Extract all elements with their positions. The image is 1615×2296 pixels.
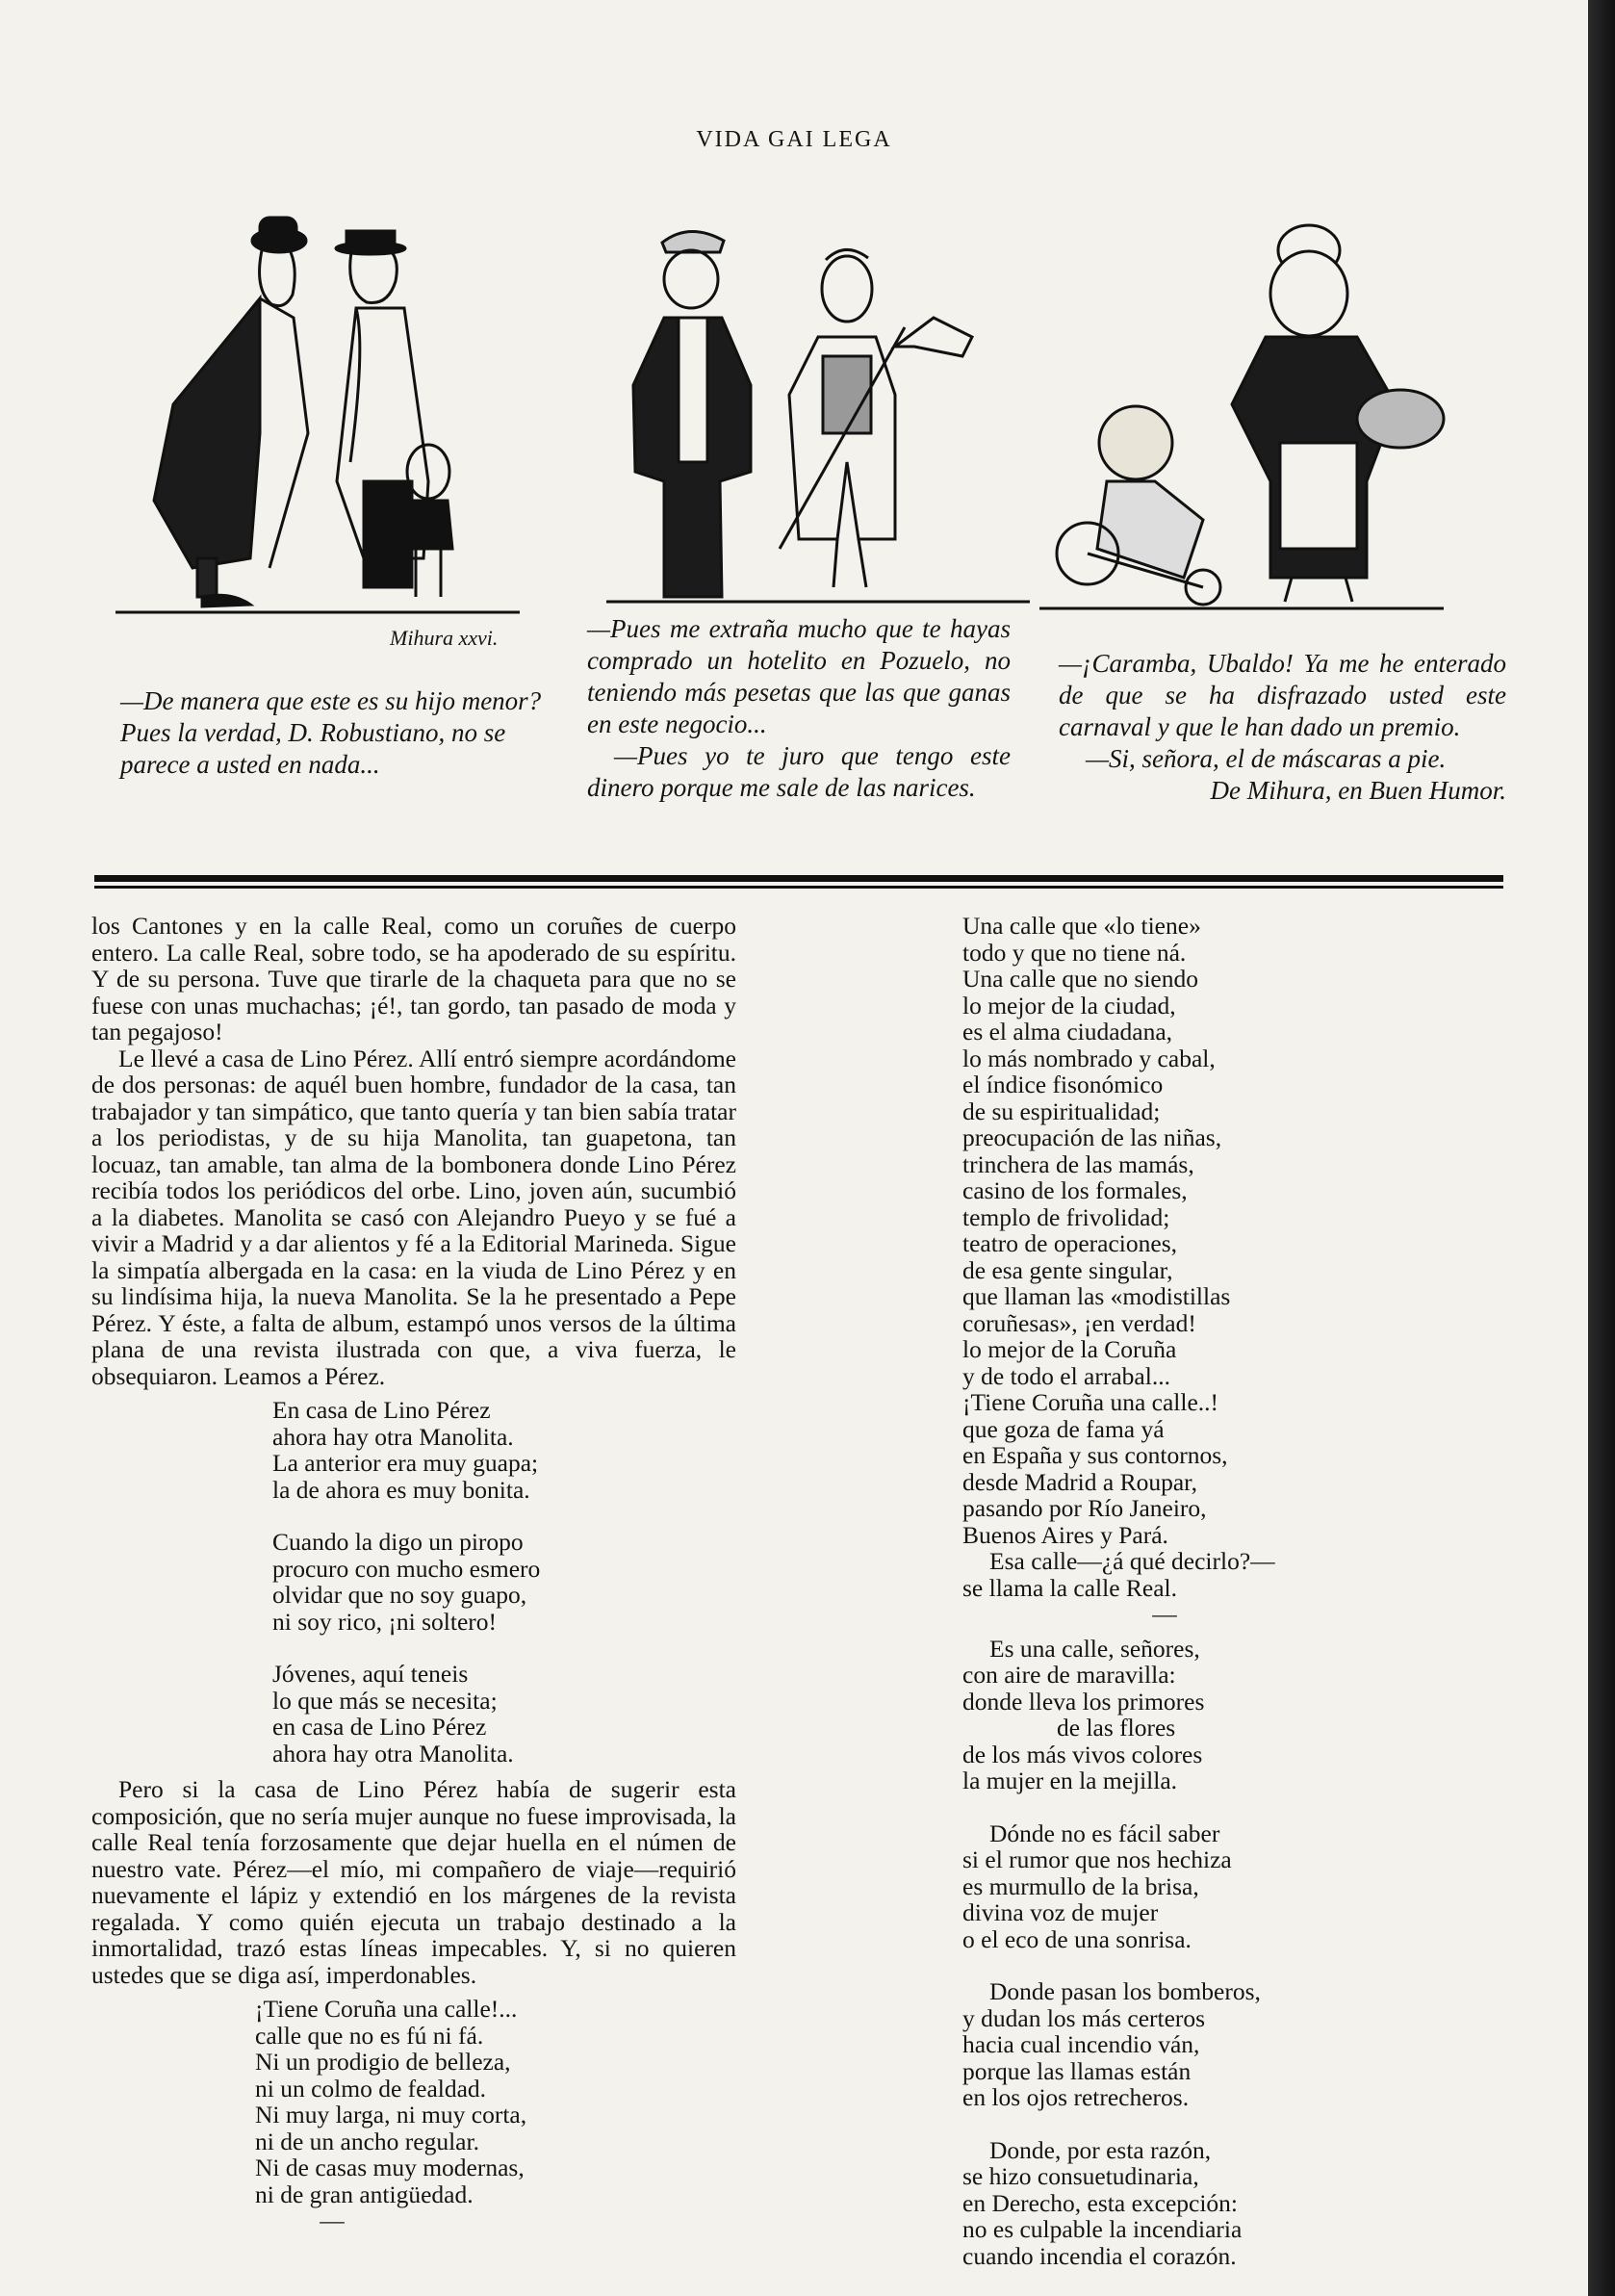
poem-calle-real-1 <box>255 1996 736 2207</box>
stanza <box>272 1529 736 1635</box>
poem-line: preocupación de las niñas, <box>962 1123 1222 1151</box>
cartoon-illustration-3 <box>1039 193 1482 616</box>
caption-text: —De manera que este es su hijo menor? Pues la verdad, D. Robustiano, no se parece a usted en nada... <box>120 686 542 779</box>
running-head: VIDA GAI LEGA <box>696 127 892 152</box>
poem-line: divina voz de mujer <box>962 1898 1159 1926</box>
poem-line: el índice fisonómico <box>962 1071 1164 1098</box>
divider-rule-bottom <box>94 886 1503 889</box>
section-dash: — <box>320 2206 345 2234</box>
caption-credit: De Mihura, en Buen Humor. <box>1210 776 1506 805</box>
poem-line: que goza de fama yá <box>962 1414 1165 1443</box>
divider-rule-top <box>94 875 1503 882</box>
poem-line: Una calle que «lo tiene» <box>962 912 1201 940</box>
poem-line: ni un colmo de fealdad. <box>255 2074 487 2103</box>
poem-line: ni de un ancho regular. <box>255 2127 479 2155</box>
cartoon-caption-1 <box>120 685 544 781</box>
poem-line: en España y sus contornos, <box>962 1441 1228 1469</box>
poem-line: lo mejor de la ciudad, <box>962 991 1176 1019</box>
poem-line: en Derecho, esta excepción: <box>962 2188 1239 2217</box>
poem-line: coruñesas», ¡en verdad! <box>962 1308 1196 1337</box>
cartoon-illustration-1 <box>115 193 539 616</box>
stanza <box>272 1661 736 1767</box>
poem-line: de los más vivos colores <box>962 1740 1203 1768</box>
poem-line: calle que no es fú ni fá. <box>255 2021 484 2050</box>
poem-line: en casa de Lino Pérez <box>272 1713 487 1741</box>
poem-line: ahora hay otra Manolita. <box>272 1739 514 1767</box>
poem-line: ¡Tiene Coruña una calle!... <box>255 1995 518 2023</box>
poem-line: ni de gran antigüedad. <box>255 2180 474 2208</box>
poem-line: Ni muy larga, ni muy corta, <box>255 2101 527 2128</box>
poem-line: Es una calle, señores, <box>989 1634 1200 1663</box>
poem-line: que llaman las «modistillas <box>962 1282 1231 1310</box>
poem-line: ¡Tiene Coruña una calle..! <box>962 1388 1219 1416</box>
cartoon-illustration-2 <box>606 193 1030 606</box>
poem-line: teatro de operaciones, <box>962 1229 1178 1257</box>
poem-line: Cuando la digo un piropo <box>272 1528 524 1556</box>
poem-line: la de ahora es muy bonita. <box>272 1475 530 1504</box>
poem-line: se hizo consuetudinaria, <box>962 2162 1199 2190</box>
poem-line: la mujer en la mejilla. <box>962 1767 1178 1794</box>
poem-line: donde lleva los primores <box>962 1687 1205 1716</box>
poem-line: casino de los formales, <box>962 1176 1188 1204</box>
poem-line: se llama la calle Real. <box>962 1573 1178 1602</box>
paragraph: Le llevé a casa de Lino Pérez. Allí entró siempre acordándome de dos personas: de aquél buen hombre, fundador de la casa, tan trabajador y tan simpático, que tanto quería y tan bien sabía tratar a los periodistas, y de su hija Manolita, tan guapetona, tan locuaz, tan amable, tan alma de la bombonera donde Lino Pérez recibía todos los periódicos del orbe. Lino, joven aún, sucumbió a la diabetes. Manolita se casó con Alejandro Pueyo y se fué a vivir a Madrid y a dar alientos y fé a la Editorial Marineda. Sigue la simpatía albergada en la casa: en la viuda de Lino Pérez y en su lindísima hija, la nueva Manolita. Se la he presentado a Pepe Pérez. Y éste, a falta de album, estampó unos versos de la última plana de una revista ilustrada con que, a viva fuerza, le obsequiaron. Leamos a Pérez. <box>91 1044 736 1390</box>
paragraph: Pero si la casa de Lino Pérez había de sugerir esta composición, que no sería mujer aunque no fuese improvisada, la calle Real tenía forzosamente que dejar huella en el númen de nuestro vate. Pérez—el mío, mi compañero de viaje—requirió nuevamente el lápiz y extendió en los márgenes de la revista regalada. Y como quién ejecuta un trabajo destinado a la inmortalidad, trazó estas líneas impecables. Y, si no quieren ustedes que se diga así, imperdonables. <box>91 1775 736 1989</box>
poem-line: Buenos Aires y Pará. <box>962 1520 1168 1549</box>
poem-line: de las flores <box>1057 1714 1176 1741</box>
poem-line: o el eco de una sonrisa. <box>962 1924 1192 1953</box>
poem-line: olvidar que no soy guapo, <box>272 1581 527 1609</box>
poem-line: Ni de casas muy modernas, <box>255 2154 525 2181</box>
caption-line: —Pues yo te juro que tengo este dinero porque me sale de las narices. <box>587 741 1011 802</box>
caption-line: —¡Caramba, Ubaldo! Ya me he enterado de que se ha disfrazado usted este carnaval y que le han dado un premio. <box>1059 649 1506 741</box>
section-dash: — <box>1152 1600 1177 1628</box>
cartoon-signature: Mihura xxvi. <box>390 626 499 650</box>
poem-line: desde Madrid a Roupar, <box>962 1467 1197 1496</box>
poem-line: es el alma ciudadana, <box>962 1018 1173 1045</box>
poem-line: lo que más se necesita; <box>272 1686 498 1715</box>
poem-line: no es culpable la incendiaria <box>962 2215 1243 2243</box>
poem-line: porque las llamas están <box>962 2056 1192 2085</box>
poem-line: templo de frivolidad; <box>962 1202 1170 1231</box>
poem-line: En casa de Lino Pérez <box>272 1396 491 1424</box>
poem-calle-real-2 <box>962 913 1386 1601</box>
poem-line: Dónde no es fácil saber <box>989 1819 1220 1847</box>
page-edge <box>1588 0 1615 2296</box>
poem-line: lo más nombrado y cabal, <box>962 1044 1216 1072</box>
poem-line: si el rumor que nos hechiza <box>962 1845 1232 1873</box>
cartoon-caption-2 <box>587 613 1011 804</box>
poem-line: de esa gente singular, <box>962 1255 1173 1284</box>
right-column <box>962 913 1386 2269</box>
stanza <box>272 1397 736 1503</box>
poem-line: Donde, por esta razón, <box>989 2135 1212 2164</box>
poem-line: lo mejor de la Coruña <box>962 1335 1177 1363</box>
stanza <box>962 1978 1386 2111</box>
poem-line: La anterior era muy guapa; <box>272 1449 539 1477</box>
caption-line: —Si, señora, el de máscaras a pie. <box>1086 744 1447 773</box>
poem-line: trinchera de las mamás, <box>962 1149 1194 1178</box>
poem-line: ni soy rico, ¡ni soltero! <box>272 1607 497 1636</box>
poem-line: ahora hay otra Manolita. <box>272 1422 514 1451</box>
poem-line: Donde pasan los bomberos, <box>989 1977 1261 2005</box>
poem-line: en los ojos retrecheros. <box>962 2083 1190 2111</box>
paragraph: los Cantones y en la calle Real, como un coruñes de cuerpo entero. La calle Real, sobre todo, se ha apoderado de su espíritu. Y de su persona. Tuve que tirarle de la chaqueta para que no se fuese con unas muchachas; ¡é!, tan gordo, tan pasado de moda y tan pegajoso! <box>91 912 736 1045</box>
poem-line: hacia cual incendio ván, <box>962 2030 1200 2058</box>
poem-line: es murmullo de la brisa, <box>962 1871 1199 1900</box>
poem-line: de su espiritualidad; <box>962 1096 1161 1125</box>
poem-line: Jóvenes, aquí teneis <box>272 1660 469 1688</box>
stanza <box>962 1636 1386 1794</box>
poem-manolita <box>272 1397 736 1767</box>
poem-line: procuro con mucho esmero <box>272 1554 541 1583</box>
poem-line: con aire de maravilla: <box>962 1661 1176 1689</box>
cartoon-caption-3 <box>1059 648 1506 807</box>
poem-line: y dudan los más certeros <box>962 2003 1206 2032</box>
caption-line: —Pues me extraña mucho que te hayas comprado un hotelito en Pozuelo, no teniendo más pesetas que las que ganas en este negocio... <box>587 614 1011 738</box>
poem-line: y de todo el arrabal... <box>962 1361 1170 1390</box>
poem-line: pasando por Río Janeiro, <box>962 1494 1207 1522</box>
poem-line: cuando incendia el corazón. <box>962 2241 1237 2270</box>
poem-line: Ni un prodigio de belleza, <box>255 2048 511 2076</box>
poem-line: Esa calle—¿á qué decirlo?— <box>989 1547 1275 1575</box>
stanza <box>962 2137 1386 2270</box>
poem-line: Una calle que no siendo <box>962 965 1199 993</box>
poem-calle-real-3 <box>962 1636 1386 2270</box>
poem-line: todo y que no tiene ná. <box>962 938 1187 967</box>
left-column <box>91 913 736 2234</box>
stanza <box>962 1820 1386 1953</box>
